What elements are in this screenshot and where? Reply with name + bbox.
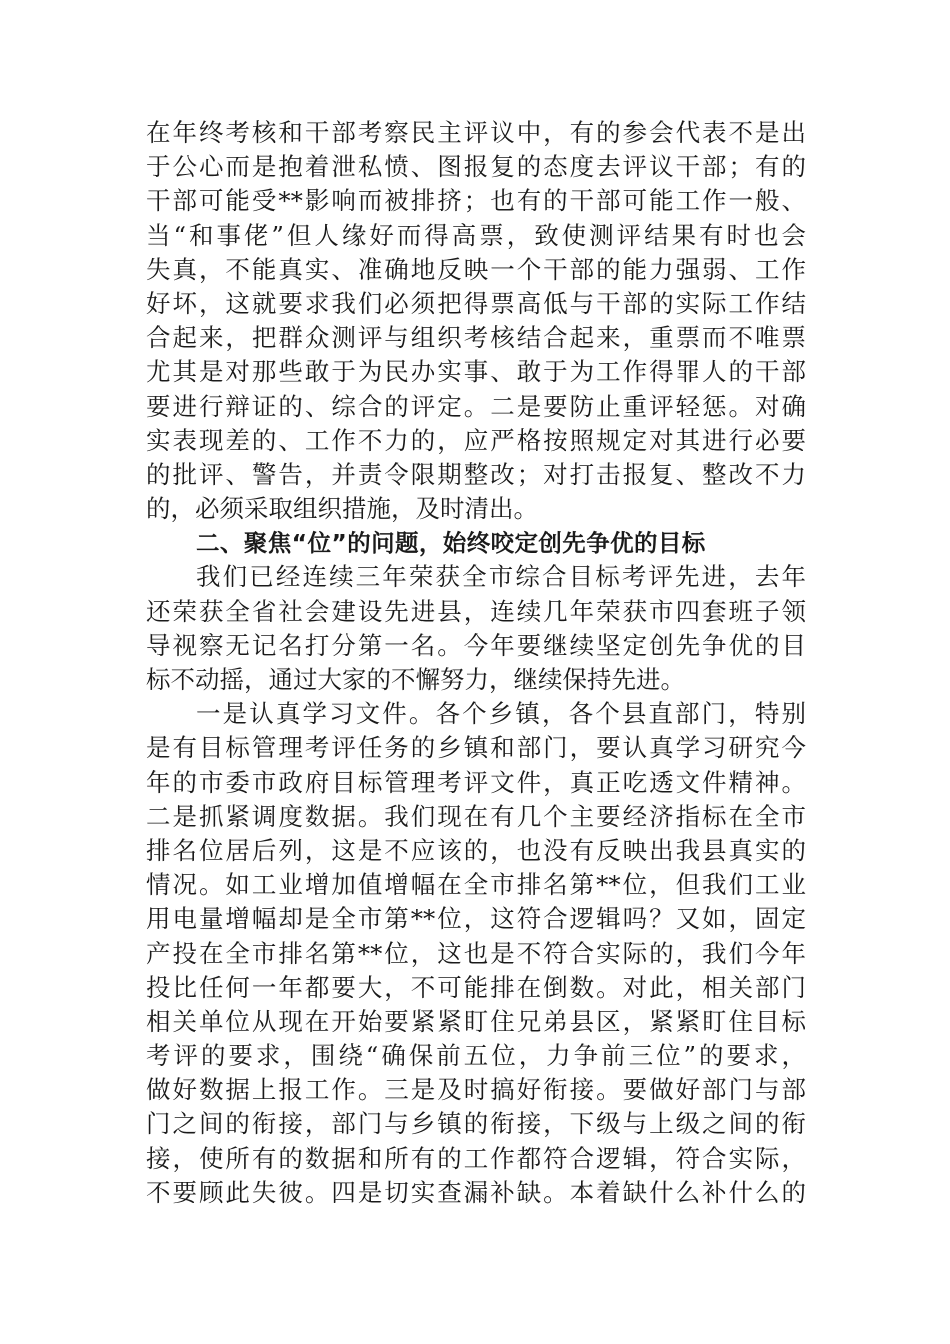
paragraph: [146, 697, 806, 1210]
text-line: 年的市委市政府目标管理考评文件，真正吃透文件精神。: [146, 767, 806, 797]
text-line: 产投在全市排名第**位，这也是不符合实际的，我们今年: [146, 938, 806, 968]
paragraph-continued: [146, 116, 806, 526]
text-line: 好坏，这就要求我们必须把得票高低与干部的实际工作结: [146, 288, 806, 318]
text-line: 考评的要求，围绕“确保前五位，力争前三位”的要求，: [146, 1041, 806, 1071]
text-line: 投比任何一年都要大，不可能排在倒数。对此，相关部门: [146, 972, 806, 1002]
text-line: 不要顾此失彼。四是切实查漏补缺。本着缺什么补什么的: [146, 1177, 806, 1207]
paragraph: [146, 560, 806, 697]
text-line: 用电量增幅却是全市第**位，这符合逻辑吗？又如，固定: [146, 904, 806, 934]
text-line: 排名位居后列，这是不应该的，也没有反映出我县真实的: [146, 835, 806, 865]
text-line: 尤其是对那些敢于为民办实事、敢于为工作得罪人的干部: [146, 357, 806, 387]
text-line: 实表现差的、工作不力的，应严格按照规定对其进行必要: [146, 425, 806, 455]
text-line: 门之间的衔接，部门与乡镇的衔接，下级与上级之间的衔: [146, 1109, 806, 1139]
section-heading: 二、聚焦“位”的问题，始终咬定创先争优的目标: [196, 529, 706, 558]
document-body: [146, 116, 806, 1210]
text-line: 做好数据上报工作。三是及时搞好衔接。要做好部门与部: [146, 1075, 806, 1105]
text-line: 导视察无记名打分第一名。今年要继续坚定创先争优的目: [146, 630, 806, 660]
text-line: 干部可能受**影响而被排挤；也有的干部可能工作一般、: [146, 186, 806, 216]
text-line: 失真，不能真实、准确地反映一个干部的能力强弱、工作: [146, 254, 806, 284]
text-line: 我们已经连续三年荣获全市综合目标考评先进，去年: [196, 562, 806, 592]
text-line: 相关单位从现在开始要紧紧盯住兄弟县区，紧紧盯住目标: [146, 1006, 806, 1036]
text-line: 要进行辩证的、综合的评定。二是要防止重评轻惩。对确: [146, 391, 806, 421]
text-line: 情况。如工业增加值增幅在全市排名第**位，但我们工业: [146, 870, 806, 900]
text-line: 是有目标管理考评任务的乡镇和部门，要认真学习研究今: [146, 733, 806, 763]
text-line: 标不动摇，通过大家的不懈努力，继续保持先进。: [146, 665, 685, 694]
text-line: 在年终考核和干部考察民主评议中，有的参会代表不是出: [146, 118, 806, 147]
text-line: 还荣获全省社会建设先进县，连续几年荣获市四套班子领: [146, 596, 806, 626]
text-line: 的，必须采取组织措施，及时清出。: [146, 494, 538, 524]
text-line: 的批评、警告，并责令限期整改；对打击报复、整改不力: [146, 459, 806, 489]
text-line: 当“和事佬”但人缘好而得高票，致使测评结果有时也会: [146, 220, 806, 250]
text-line: 二是抓紧调度数据。我们现在有几个主要经济指标在全市: [146, 801, 806, 831]
text-line: 一是认真学习文件。各个乡镇，各个县直部门，特别: [196, 699, 806, 729]
text-line: 接，使所有的数据和所有的工作都符合逻辑，符合实际，: [146, 1143, 806, 1173]
text-line: 于公心而是抱着泄私愤、图报复的态度去评议干部；有的: [146, 152, 806, 182]
text-line: 合起来，把群众测评与组织考核结合起来，重票而不唯票: [146, 323, 806, 353]
